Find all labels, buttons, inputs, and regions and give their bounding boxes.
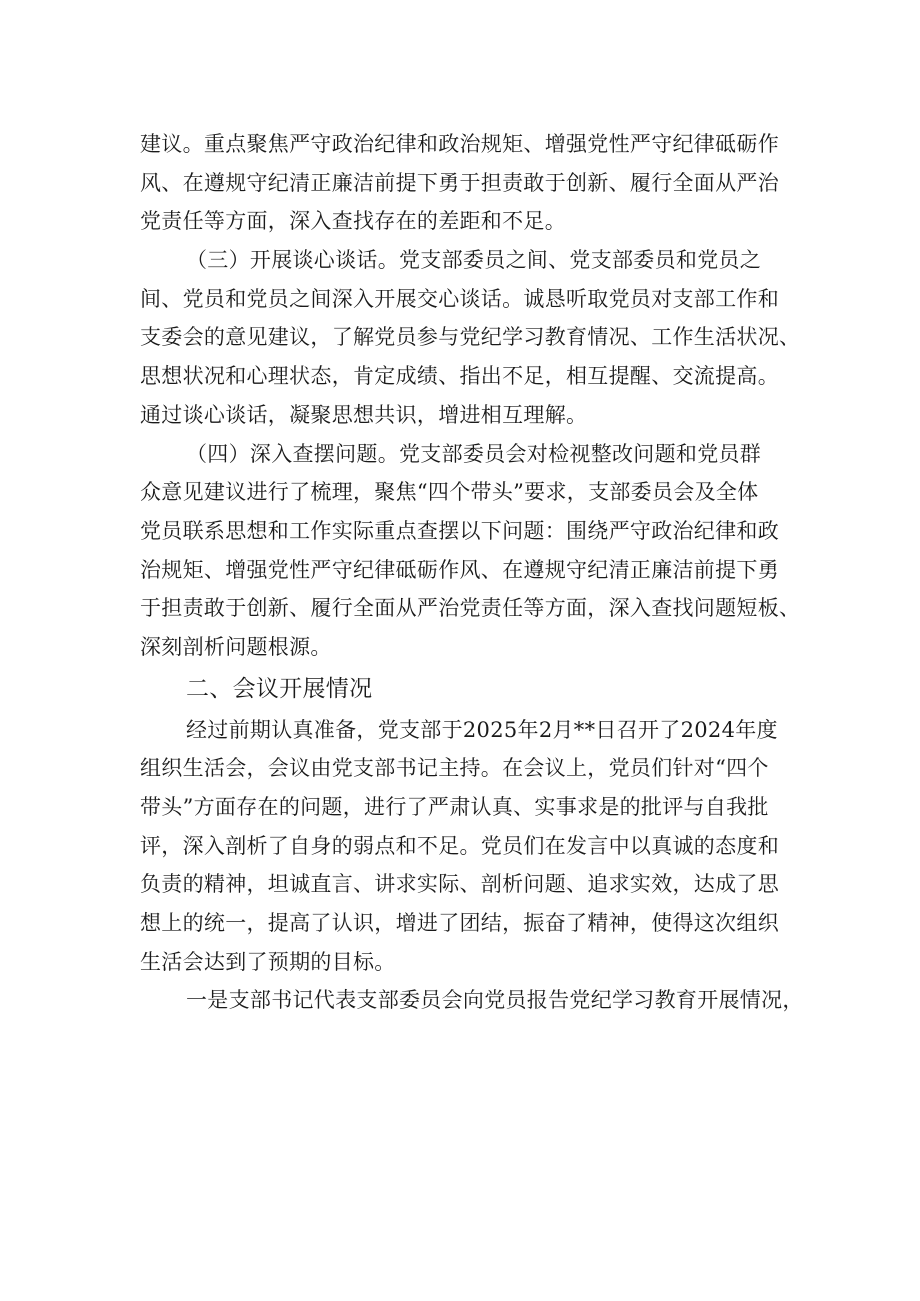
text-line: （三）开展谈心谈话。党支部委员之间、党支部委员和党员之 — [186, 248, 762, 273]
text-line: 间、党员和党员之间深入开展交心谈话。诚恳听取党员对支部工作和 — [140, 286, 779, 311]
text-line: 党责任等方面，深入查找存在的差距和不足。 — [140, 209, 566, 234]
text-line: 风、在遵规守纪清正廉洁前提下勇于担责敢于创新、履行全面从严治 — [140, 170, 779, 195]
text-line: 治规矩、增强党性严守纪律砥砺作风、在遵规守纪清正廉洁前提下勇 — [140, 557, 779, 582]
text-line: 评，深入剖析了自身的弱点和不足。党员们在发言中以真诚的态度和 — [140, 833, 779, 858]
text-line: 思想状况和心理状态，肯定成绩、指出不足，相互提醒、交流提高。 — [140, 364, 779, 389]
text-line: 组织生活会，会议由党支部书记主持。在会议上，党员们针对“四个 — [140, 756, 769, 781]
paragraph-1 — [140, 125, 800, 241]
text-line: 深刻剖析问题根源。 — [140, 634, 332, 659]
text-line: 建议。重点聚焦严守政治纪律和政治规矩、增强党性严守纪律砥砺作 — [140, 132, 779, 156]
text-line: 带头”方面存在的问题，进行了严肃认真、实事求是的批评与自我批 — [140, 795, 769, 819]
text-line: 一是支部书记代表支部委员会向党员报告党纪学习教育开展情况， — [186, 988, 804, 1013]
text-line: 通过谈心谈话，凝聚思想共识，增进相互理解。 — [140, 402, 588, 427]
paragraph-5 — [140, 981, 804, 1020]
text-line: 经过前期认真准备，党支部于2025年2月**日召开了2024年度 — [186, 717, 778, 742]
text-line: 生活会达到了预期的目标。 — [140, 949, 396, 974]
text-line: 于担责敢于创新、履行全面从严治党责任等方面，深入查找问题短板、 — [140, 596, 801, 621]
paragraph-2 — [140, 241, 800, 434]
text-line: 想上的统一，提高了认识，增进了团结，振奋了精神，使得这次组织 — [140, 911, 779, 936]
text-line: 支委会的意见建议，了解党员参与党纪学习教育情况、工作生活状况、 — [140, 325, 801, 350]
paragraph-4 — [140, 711, 800, 982]
paragraph-3 — [140, 435, 800, 667]
text-line: 众意见建议进行了梳理，聚焦“四个带头”要求，支部委员会及全体 — [140, 480, 759, 505]
text-line: （四）深入查摆问题。党支部委员会对检视整改问题和党员群 — [186, 441, 762, 466]
text-line: 负责的精神，坦诚直言、讲求实际、剖析问题、追求实效，达成了思 — [140, 872, 779, 897]
section-heading: 二、会议开展情况 — [186, 675, 373, 702]
document-body — [140, 125, 804, 1020]
text-line: 党员联系思想和工作实际重点查摆以下问题：围绕严守政治纪律和政 — [140, 518, 779, 543]
